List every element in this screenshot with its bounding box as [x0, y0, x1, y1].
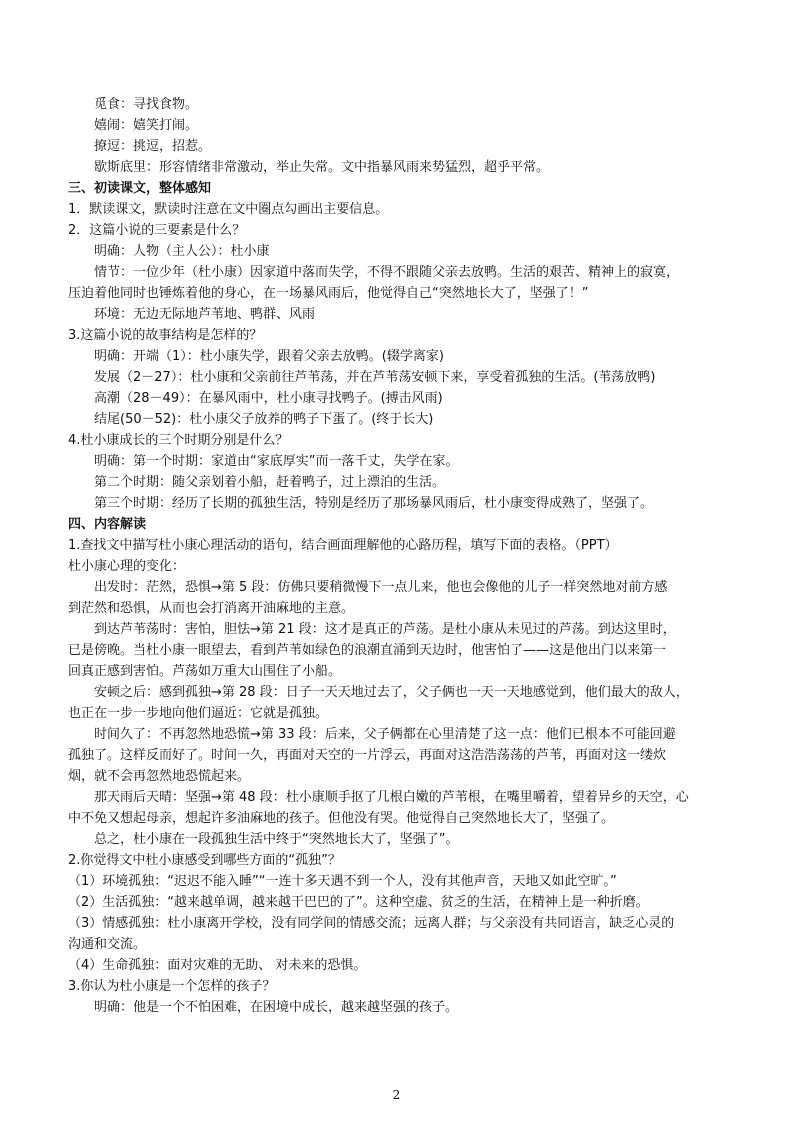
text-line: 高潮（28－49）：在暴风雨中，杜小康寻找鸭子。(搏击风雨) [94, 391, 443, 406]
document-body [68, 94, 728, 1018]
section-heading: 三、初读课文，整体感知 [68, 181, 212, 196]
text-line: 总之，杜小康在一段孤独生活中终于“突然地长大了，坚强了”。 [94, 832, 459, 847]
text-line: 觅食：寻找食物。 [94, 97, 199, 112]
text-line: 3.你认为杜小康是一个怎样的孩子？ [68, 979, 276, 994]
text-line: 出发时：茫然，恐惧→第 5 段：仿佛只要稍微慢下一点儿来，他也会像他的儿子一样突然地对前方感 [94, 580, 668, 595]
text-line: 撩逗：挑逗，招惹。 [94, 139, 212, 154]
text-line: （2）生活孤独：“越来越单调，越来越干巴巴的了”。这种空虚、贫乏的生活，在精神上是一种折磨。 [68, 895, 649, 910]
text-line: 4.杜小康成长的三个时期分别是什么？ [68, 433, 289, 448]
text-line: 回真正感到害怕。芦荡如万重大山围住了小船。 [68, 664, 342, 679]
text-line: 到达芦苇荡时：害怕，胆怯→第 21 段：这才是真正的芦荡。是杜小康从未见过的芦荡。到达这里时， [94, 622, 676, 637]
text-line: 明确：第一个时期：家道由“家底厚实”而一落千丈，失学在家。 [94, 454, 459, 469]
text-line: 孤独了。这样反而好了。时间一久，再面对天空的一片浮云，再面对这浩浩荡荡的芦苇，再面对这一缕炊 [68, 748, 667, 763]
text-line: 沟通和交流。 [68, 937, 147, 952]
text-line: 明确：人物（主人公）：杜小康 [94, 244, 270, 259]
text-line: 已是傍晚。当杜小康一眼望去，看到芦苇如绿色的浪潮直涌到天边时，他害怕了——这是他出门以来第一 [68, 643, 667, 658]
text-line: 第二个时期：随父亲划着小船，赶着鸭子，过上漂泊的生活。 [94, 475, 446, 490]
text-line: 情节：一位少年（杜小康）因家道中落而失学，不得不跟随父亲去放鸭。生活的艰苦、精神上的寂寞， [94, 265, 680, 280]
text-line: 到茫然和恐惧，从而也会打消离开油麻地的主意。 [68, 601, 355, 616]
text-line: 结尾(50－52)：杜小康父子放养的鸭子下蛋了。(终于长大) [94, 412, 434, 427]
section-heading: 四、内容解读 [68, 517, 147, 532]
page-number: 2 [392, 1088, 401, 1102]
text-line: （1）环境孤独：“迟迟不能入睡”“一连十多天遇不到一个人，没有其他声音，天地又如此空旷。” [68, 874, 617, 889]
text-line: 中不免又想起母亲，想起许多油麻地的孩子。但他没有哭。他觉得自己突然地长大了，坚强了。 [68, 811, 615, 826]
text-line: （3）情感孤独：杜小康离开学校，没有同学间的情感交流；远离人群；与父亲没有共同语言，缺乏心灵的 [68, 916, 675, 931]
text-line: 那天雨后天晴：坚强→第 48 段：杜小康顺手抠了几根白嫩的芦苇根，在嘴里嚼着，望着异乡的天空，心 [94, 790, 689, 805]
text-line: 1．默读课文，默读时注意在文中圈点勾画出主要信息。 [68, 202, 389, 217]
text-line: 2.你觉得文中杜小康感受到哪些方面的“孤独”？ [68, 853, 341, 868]
text-line: （4）生命孤独：面对灾难的无助、 对未来的恐惧。 [68, 958, 367, 973]
text-line: 也正在一步一步地向他们逼近：它就是孤独。 [68, 706, 329, 721]
text-line: 第三个时期：经历了长期的孤独生活，特别是经历了那场暴风雨后，杜小康变得成熟了，坚强了。 [94, 496, 654, 511]
text-line: 烟，就不会再忽然地恐慌起来。 [68, 769, 251, 784]
text-line: 2．这篇小说的三要素是什么？ [68, 223, 246, 238]
text-line: 明确：开端（1）：杜小康失学，跟着父亲去放鸭。(辍学离家) [94, 349, 444, 364]
text-line: 时间久了：不再忽然地恐慌→第 33 段：后来，父子俩都在心里清楚了这一点：他们已根本不可能回避 [94, 727, 676, 742]
text-line: 发展（2－27）：杜小康和父亲前往芦苇荡，并在芦苇荡安顿下来，享受着孤独的生活。(苇荡放鸭) [94, 370, 656, 385]
text-line: 杜小康心理的变化： [68, 559, 186, 574]
text-line: 3.这篇小说的故事结构是怎样的？ [68, 328, 263, 343]
text-line: 明确：他是一个不怕困难，在困境中成长，越来越坚强的孩子。 [94, 1000, 459, 1015]
text-line: 歇斯底里：形容情绪非常激动，举止失常。文中指暴风雨来势猛烈，超乎平常。 [94, 160, 550, 175]
text-line: 1.查找文中描写杜小康心理活动的语句，结合画面理解他的心路历程，填写下面的表格。（PPT） [68, 538, 618, 553]
text-line: 压迫着他同时也锤炼着他的身心，在一场暴风雨后，他觉得自己“突然地长大了，坚强了！” [68, 286, 589, 301]
text-line: 环境：无边无际地芦苇地、鸭群、风雨 [94, 307, 316, 322]
text-line: 嬉闹：嬉笑打闹。 [94, 118, 199, 133]
text-line: 安顿之后：感到孤独→第 28 段：日子一天天地过去了，父子俩也一天一天地感觉到，他们最大的敌人， [94, 685, 689, 700]
